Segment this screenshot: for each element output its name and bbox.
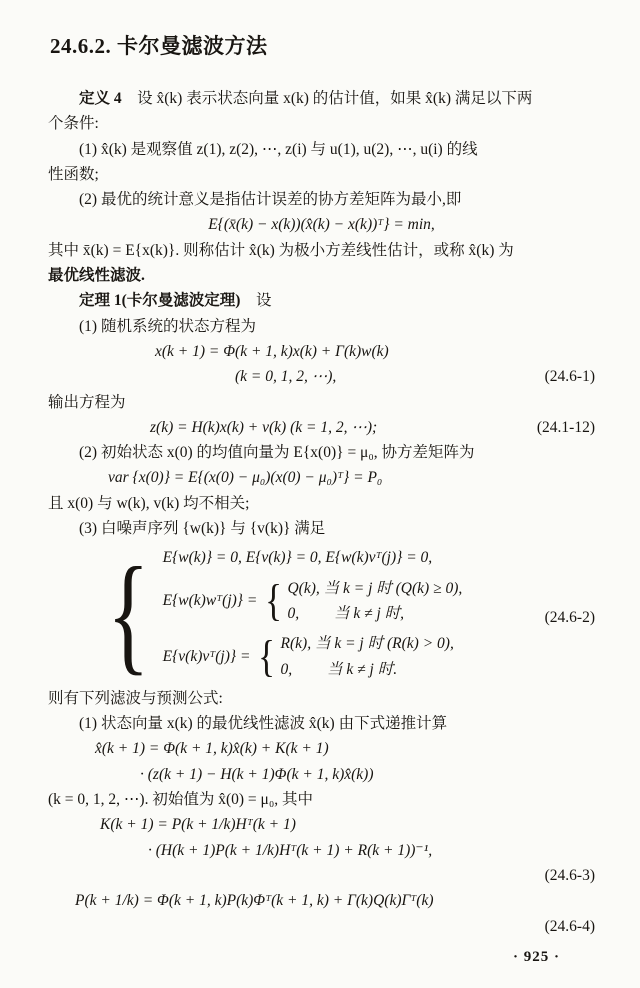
outer-left-brace: {: [107, 539, 150, 687]
definition-label: 定义 4: [79, 90, 122, 107]
filter-equation-line-1: x̂(k + 1) = Φ(k + 1, k)x̂(k) + K(k + 1): [95, 740, 329, 758]
definition-line-2: 个条件:: [48, 115, 99, 133]
definition-line-1: [48, 86, 595, 111]
output-equation-row: [48, 415, 595, 440]
gain-equation-line-2: · (H(k + 1)P(k + 1/k)Hᵀ(k + 1) + R(k + 1))⁻¹,: [148, 841, 433, 859]
theorem-label: 定理 1(卡尔曼滤波定理): [79, 292, 241, 310]
state-equation-line-2: (k = 0, 1, 2, ⋯),: [235, 368, 337, 386]
output-equation: z(k) = H(k)x(k) + v(k) (k = 1, 2, ⋯);: [150, 418, 378, 436]
equation-number-24-6-4: (24.6-4): [544, 917, 595, 935]
noise-row-3: [163, 631, 463, 682]
formulas-item-1: (1) 状态向量 x(k) 的最优线性滤波 x̂(k) 由下式递推计算: [79, 715, 448, 733]
variance-equation: var {x(0)} = E{(x(0) − μ₀)(x(0) − μ₀)ᵀ} = P₀: [108, 469, 383, 487]
theorem-heading: [48, 288, 595, 313]
noise-row-3-lhs: E{v(k)vᵀ(j)} =: [162, 647, 251, 665]
formulas-intro: 则有下列滤波与预测公式:: [48, 689, 223, 707]
state-equation-line-1: x(k + 1) = Φ(k + 1, k)x(k) + Γ(k)w(k): [155, 342, 389, 360]
inner-left-brace-q: {: [265, 575, 283, 625]
theorem-item-2: (2) 初始状态 x(0) 的均值向量为 E{x(0)} = μ₀, 协方差矩阵为: [79, 444, 475, 462]
theorem-item-2-continuation: 且 x(0) 与 w(k), v(k) 均不相关;: [48, 494, 250, 512]
gain-equation-line-1: K(k + 1) = P(k + 1/k)Hᵀ(k + 1): [100, 816, 296, 834]
min-variance-formula: E{(x̄(k) − x(k))(x̂(k) − x(k))ᵀ} = min,: [208, 216, 435, 234]
condition-1-line-2: 性函数;: [48, 165, 99, 183]
filter-initial-value-note: (k = 0, 1, 2, ⋯). 初始值为 x̂(0) = μ₀, 其中: [48, 791, 313, 809]
equation-number-24-6-3: (24.6-3): [544, 866, 595, 884]
output-equation-intro: 输出方程为: [48, 393, 126, 411]
noise-row-2-lhs: E{w(k)wᵀ(j)} =: [162, 592, 258, 610]
theorem-item-1: (1) 随机系统的状态方程为: [79, 317, 256, 335]
equation-number-24-6-2: (24.6-2): [544, 609, 595, 627]
inner-left-brace-r: {: [258, 631, 276, 681]
prediction-equation: P(k + 1/k) = Φ(k + 1, k)P(k)Φᵀ(k + 1, k) + Γ(k)Q(k)Γᵀ(k): [75, 892, 434, 910]
definition-line-1-text: 设 x̂(k) 表示状态向量 x(k) 的估计值，如果 x̂(k) 满足以下两: [121, 90, 533, 107]
noise-row-3-case-2: 0, 当 k ≠ j 时.: [280, 660, 398, 678]
page-number: · 925 ·: [512, 949, 560, 965]
theorem-item-3: (3) 白噪声序列 {w(k)} 与 {v(k)} 满足: [79, 520, 326, 538]
noise-row-2: [163, 576, 463, 627]
definition-conclusion-line-2: 最优线性滤波.: [48, 267, 145, 285]
condition-1-line-1: (1) x̂(k) 是观察值 z(1), z(2), ⋯, z(i) 与 u(1), u(2), ⋯, u(i) 的线: [79, 140, 478, 158]
noise-system-rows: [163, 545, 463, 681]
noise-row-2-cases: [287, 576, 462, 627]
noise-row-3-case-1: R(k), 当 k = j 时 (R(k) > 0),: [280, 635, 454, 653]
state-equation-line-2-row: [48, 364, 595, 389]
noise-row-2-case-1: Q(k), 当 k = j 时 (Q(k) ≥ 0),: [287, 579, 463, 597]
noise-row-3-cases: [281, 631, 454, 682]
condition-2: (2) 最优的统计意义是指估计误差的协方差矩阵为最小,即: [79, 191, 462, 209]
theorem-heading-rest: 设: [240, 292, 272, 310]
section-heading: 24.6.2. 卡尔曼滤波方法: [50, 34, 268, 58]
noise-row-2-case-2: 0, 当 k ≠ j 时,: [287, 604, 405, 622]
definition-conclusion-line-1: 其中 x̄(k) = E{x(k)}. 则称估计 x̂(k) 为极小方差线性估计，或称 x̂(k) 为: [48, 241, 514, 259]
equation-number-24-6-1: (24.6-1): [544, 368, 595, 386]
noise-row-1: E{w(k)} = 0, E{v(k)} = 0, E{w(k)vᵀ(j)} = 0,: [162, 549, 433, 567]
noise-covariance-system: [100, 539, 595, 687]
filter-equation-line-2: · (z(k + 1) − H(k + 1)Φ(k + 1, k)x̂(k)): [140, 765, 374, 783]
equation-number-24-1-12: (24.1-12): [536, 418, 595, 436]
